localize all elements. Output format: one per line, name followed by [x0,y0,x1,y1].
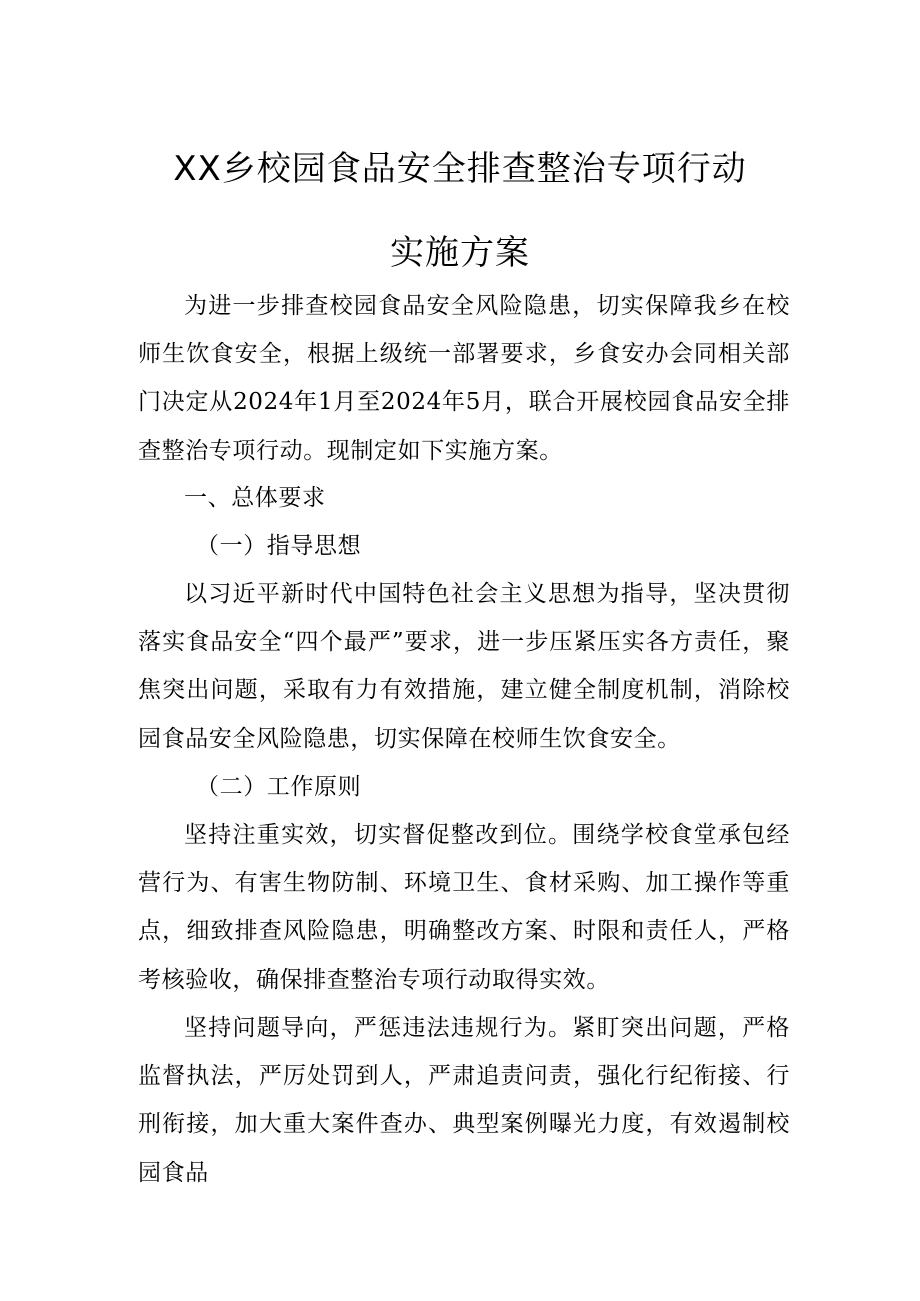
document-title-line1: XX乡校园食品安全排查整治专项行动 [173,149,747,189]
principle-paragraph-1: 坚持注重实效，切实督促整改到位。围绕学校食堂承包经营行为、有害生物防制、环境卫生、食材采购、加工操作等重点，细致排查风险隐患，明确整改方案、时限和责任人，严格考核验收，确保排查整治专项行动取得实效。 [138,822,790,993]
principle-paragraph-2: 坚持问题导向，严惩违法违规行为。紧盯突出问题，严格监督执法，严厉处罚到人，严肃追责问责，强化行纪衔接、行刑衔接，加大重大案件查办、典型案例曝光力度，有效遏制校园食品 [138,1015,790,1186]
subsection-heading-guiding-ideology: （一）指导思想 [196,533,362,559]
intro-paragraph: 为进一步排查校园食品安全风险隐患，切实保障我乡在校师生饮食安全，根据上级统一部署要求，乡食安办会同相关部门决定从2024年1月至2024年5月，联合开展校园食品安全排查整治专项行动。现制定如下实施方案。 [138,293,790,464]
section-heading-general-requirements: 一、总体要求 [184,485,326,511]
subsection-heading-work-principles: （二）工作原则 [196,774,362,800]
guiding-ideology-paragraph: 以习近平新时代中国特色社会主义思想为指导，坚决贯彻落实食品安全“四个最严”要求，进一步压紧压实各方责任，聚焦突出问题，采取有力有效措施，建立健全制度机制，消除校园食品安全风险隐患，切实保障在校师生饮食安全。 [138,581,790,752]
document-title-line2: 实施方案 [390,233,530,273]
